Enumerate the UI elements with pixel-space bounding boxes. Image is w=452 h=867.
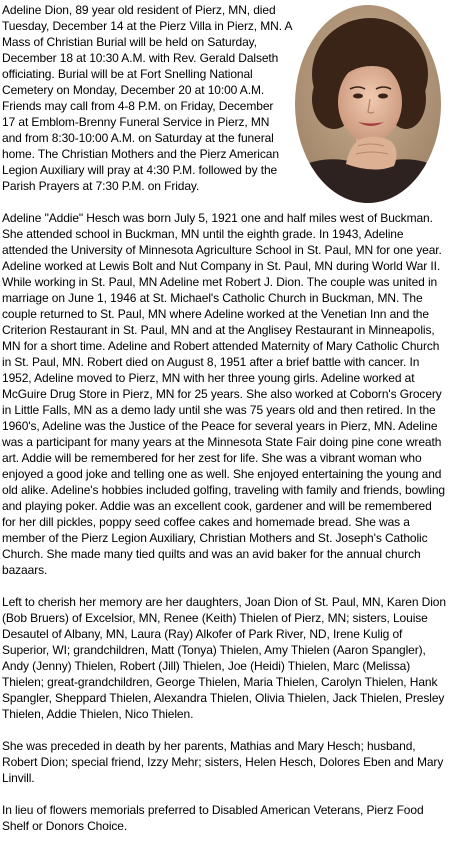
portrait-image-icon <box>294 4 442 204</box>
obituary-document <box>2 2 448 834</box>
obituary-paragraph-preceded-in-death: She was preceded in death by her parents, Mathias and Mary Hesch; husband, Robert Dion; special friend, Izzy Mehr; sisters, Helen Hesch, Dolores Eben and Mary Linvill. <box>2 739 444 785</box>
obituary-paragraph-biography: Adeline "Addie" Hesch was born July 5, 1921 one and half miles west of Buckman. She attended school in Buckman, MN until the eighth grade. In 1943, Adeline attended the University of Minnesota Agriculture School in St. Paul, MN for one year. Adeline worked at Lewis Bolt and Nut Company in St. Paul, MN during World War II. While working in St. Paul, MN Adeline met Robert J. Dion. The couple was united in marriage on June 1, 1946 at St. Michael's Catholic Church in Buckman, MN. The couple returned to St. Paul, MN where Adeline worked at the Venetian Inn and the Criterion Restaurant in St. Paul, MN and at the Anglisey Restaurant in Minneapolis, MN for a short time. Adeline and Robert attended Maternity of Mary Catholic Church in St. Paul, MN. Robert died on August 8, 1951 after a brief battle with cancer. In 1952, Adeline moved to Pierz, MN with her three young girls. Adeline worked at McGuire Drug Store in Pierz, MN for 25 years. She also worked at Coborn's Grocery in Little Falls, MN as a demo lady until she was 75 years old and then retired. In the 1960's, Adeline was the Justice of the Peace for several years in Pierz, MN. Adeline was a participant for many years at the Minnesota State Fair doing pine cone wreath art. Addie will be remembered for her zest for life. She was a vibrant woman who enjoyed a good joke and telling one as well. She enjoyed entertaining the young and old alike. Adeline's hobbies included golfing, traveling with family and friends, bowling and playing poker. Addie was an excellent cook, gardener and will be remembered for her dill pickles, poppy seed coffee cakes and homemade bread. She was a member of the Pierz Legion Auxiliary, Christian Mothers and St. Joseph's Catholic Church. She made many tied quilts and was an avid baker for the annual church bazaars. <box>2 211 445 577</box>
obituary-paragraph-death-and-services: Adeline Dion, 89 year old resident of Pierz, MN, died Tuesday, December 14 at the Pierz Villa in Pierz, MN. A Mass of Christian Burial will be held on Saturday, December 18 at 10:30 A.M. with Rev. Gerald Dalseth officiating. Burial will be at Fort Snelling National Cemetery on Monday, December 20 at 10:00 A.M. Friends may call from 4-8 P.M. on Friday, December 17 at Emblom-Brenny Funeral Service in Pierz, MN and from 8:30-10:00 A.M. on Saturday at the funeral home. The Christian Mothers and the Pierz American Legion Auxiliary will pray at 4:30 P.M. followed by the Parish Prayers at 7:30 P.M. on Friday. <box>2 3 292 193</box>
obituary-paragraph-memorials: In lieu of flowers memorials preferred to Disabled American Veterans, Pierz Food Shelf or Donors Choice. <box>2 803 424 833</box>
portrait-photo <box>294 4 442 204</box>
obituary-paragraph-survivors: Left to cherish her memory are her daughters, Joan Dion of St. Paul, MN, Karen Dion (Bob Bruers) of Excelsior, MN, Renee (Keith) Thielen of Pierz, MN; sisters, Louise Desautel of Albany, MN, Laura (Ray) Alkofer of Park River, ND, Irene Kulig of Superior, WI; grandchildren, Matt (Tonya) Thielen, Amy Thielen (Aaron Spangler), Andy (Jenny) Thielen, Robert (Jill) Thielen, Joe (Heidi) Thielen, Marc (Melissa) Thielen; great-grandchildren, George Thielen, Maria Thielen, Carolyn Thielen, Hank Spangler, Sheppard Thielen, Alexandra Thielen, Olivia Thielen, Jack Thielen, Presley Thielen, Addie Thielen, Nico Thielen. <box>2 595 446 721</box>
